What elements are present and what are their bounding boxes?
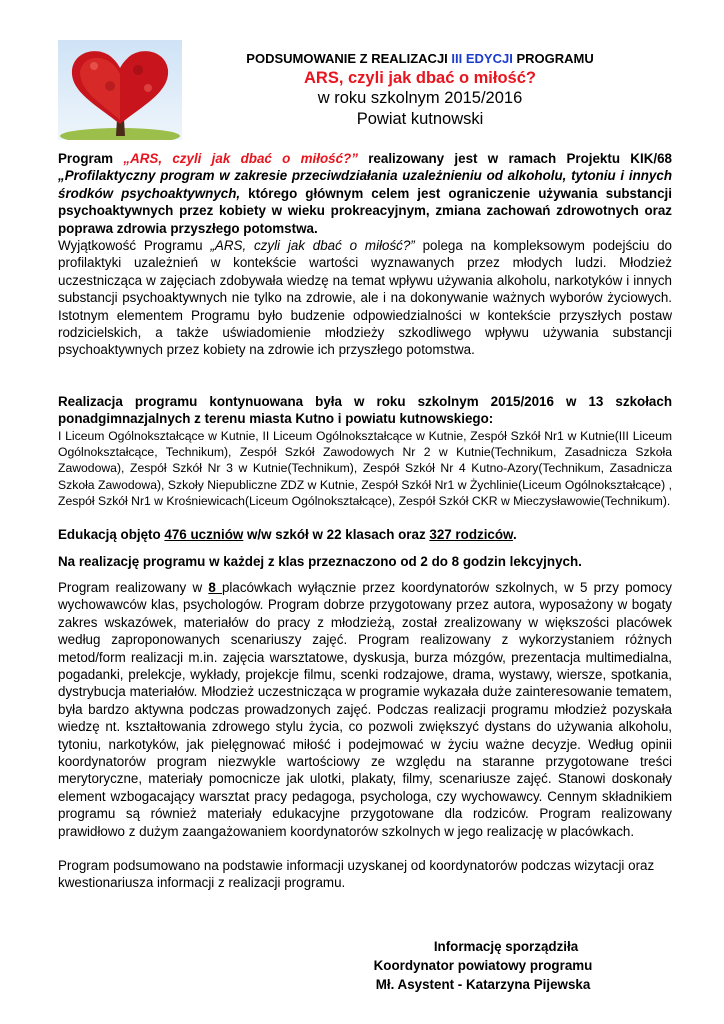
intro-project-title: „Profilaktyczny program w zakresie przeciwdziałania uzależnieniu od alkoholu, tytoniu i innych środków psychoaktywnych, — [58, 168, 672, 201]
school-year: w roku szkolnym 2015/2016 — [317, 89, 523, 107]
education-stats — [58, 526, 672, 543]
school-list: I Liceum Ogólnokształcące w Kutnie, II Liceum Ogólnokształcące w Kutnie, Zespół Szkół Nr1 w Kutnie(III Liceum Ogólnokształcące, Technikum), Zespół Szkół Zawodowych Nr 2 w Kutnie(Technikum, Zasadnicza Szkoła Zawodowa), Zespół Szkół Nr 3 w Kutnie(Technikum), Zespół Szkół Nr 4 Kutno-Azory(Technikum, Zasadnicza Szkoła Zawodowa), Szkoły Niepubliczne ZDZ w Kutnie, Zespół Szkół Nr1 w Żychlinie(Liceum Ogólnokształcące) , Zespół Szkół Nr1 w Krośniewicach(Liceum Ogólnokształcące), Zespół Szkół CKR w Mieczysławowie(Technikum). — [58, 428, 672, 508]
signature-block — [340, 937, 626, 994]
signature-line-2: Koordynator powiatowy programu — [373, 958, 593, 973]
institutions-count: 8 — [208, 579, 222, 595]
signature-line-3: Mł. Asystent - Katarzyna Pijewska — [375, 977, 591, 992]
stats-text-c: . — [512, 527, 517, 543]
report-title — [200, 50, 640, 68]
stats-text-a: Edukacją objęto — [58, 527, 165, 543]
uniqueness-text-a: Wyjątkowość Programu — [58, 238, 211, 254]
intro-text-a: Program — [58, 151, 124, 166]
document-body — [58, 150, 672, 892]
uniqueness-program-name: „ARS, czyli jak dbać o miłość?” — [210, 238, 415, 254]
title-prefix: PODSUMOWANIE Z REALIZACJI — [246, 51, 452, 66]
hours-statement: Na realizację programu w każdej z klas przeznaczono od 2 do 8 godzin lekcyjnych. — [58, 553, 582, 569]
details-paragraph — [58, 579, 672, 840]
intro-paragraph — [58, 150, 672, 237]
realization-heading: Realizacja programu kontynuowana była w roku szkolnym 2015/2016 w 13 szkołach ponadgimnazjalnych z terenu miasta Kutno i powiatu kutnowskiego: — [58, 393, 672, 427]
details-text-b: placówkach wyłącznie przez koordynatorów szkolnych, w 5 przy pomocy wychowawców klas, psychologów. Program dobrze przygotowany przez autora, wyposażony w bogaty zakres wskazówek, materiałów do pracy z młodzieżą, został zrealizowany w większości placówek według zaproponowanych scenariuszy zajęć. Program realizowany z wykorzystaniem różnych metod/form realizacji m.in. zajęcia warsztatowe, dyskusja, burza mózgów, prezentacja multimedialna, pogadanki, prelekcje, wykłady, projekcje filmu, scenki rodzajowe, drama, wystawy, wiersze, spotkania, dystrybucja materiałów. Młodzież uczestnicząca w programie wykazała duże zainteresowanie tematem, była bardzo aktywna podczas prowadzonych zajęć. Podczas realizacji programu młodzież pozyskała wiedzę nt. kształtowania zdrowego stylu życia, co pozwoli zwiększyć dystans do używania alkoholu, tytoniu, narkotyków, jak pielęgnować miłość i podejmować w życiu ważne decyzje. Według opinii koordynatorów program niezwykle wartościowy ze względu na staranne przygotowane treści merytoryczne, materiały pomocnicze jak ulotki, plakaty, filmy, scenariusze zajęć. Stanowi doskonały element wzbogacający warsztat pracy pedagoga, psychologa, czy wychowawcy. Cennym składnikiem programu są również materiały edukacyjne przygotowane dla rodziców. Program realizowany prawidłowo z dużym zaangażowaniem koordynatorów szkolnych w jego realizację w placówkach. — [58, 579, 672, 839]
details-text-a: Program realizowany w — [58, 579, 209, 595]
parents-count: 327 rodziców — [429, 527, 513, 543]
intro-program-name: „ARS, czyli jak dbać o miłość?” — [123, 151, 358, 166]
uniqueness-paragraph — [58, 237, 672, 359]
edition-label: III EDYCJI — [451, 51, 513, 66]
stats-text-b: w/w szkół w 22 klasach oraz — [243, 527, 430, 543]
signature-line-1: Informację sporządziła — [433, 939, 579, 954]
county: Powiat kutnowski — [356, 110, 484, 128]
heart-tree-logo — [58, 40, 182, 140]
document-header — [200, 50, 640, 130]
students-count: 476 uczniów — [164, 527, 244, 543]
uniqueness-text-b: polega na kompleksowym podejściu do profilaktyki uzależnień w kontekście wartości wyznawanych przez młodych ludzi. Młodzież uczestnicząca w zajęciach zdobywała wiedzę na temat wpływu używania alkoholu, narkotyków i innych substancji psychoaktywnych nie tylko na zdrowie, ale i na dokonywanie ważnych wyborów życiowych. Istotnym elementem Programu było budzenie odpowiedzialności w kontekście przyszłych postaw rodzicielskich, a także uświadomienie młodzieży szkodliwego wpływu używania substancji psychoaktywnych przez kobiety na zdrowie ich przyszłego potomstwa. — [58, 238, 672, 358]
program-name: ARS, czyli jak dbać o miłość? — [304, 69, 536, 87]
intro-text-c: którego głównym celem jest ograniczenie używania substancji psychoaktywnych przez kobiety w wieku prokreacyjnym, zmiana zachowań zdrowotnych oraz poprawa zdrowia przyszłego potomstwa. — [58, 185, 672, 236]
summary-paragraph: Program podsumowano na podstawie informacji uzyskanej od koordynatorów podczas wizytacji oraz kwestionariusza informacji z realizacji programu. — [58, 858, 655, 891]
intro-text-b: realizowany jest w ramach Projektu KIK/68 — [357, 151, 672, 166]
title-suffix: PROGRAMU — [512, 51, 594, 66]
